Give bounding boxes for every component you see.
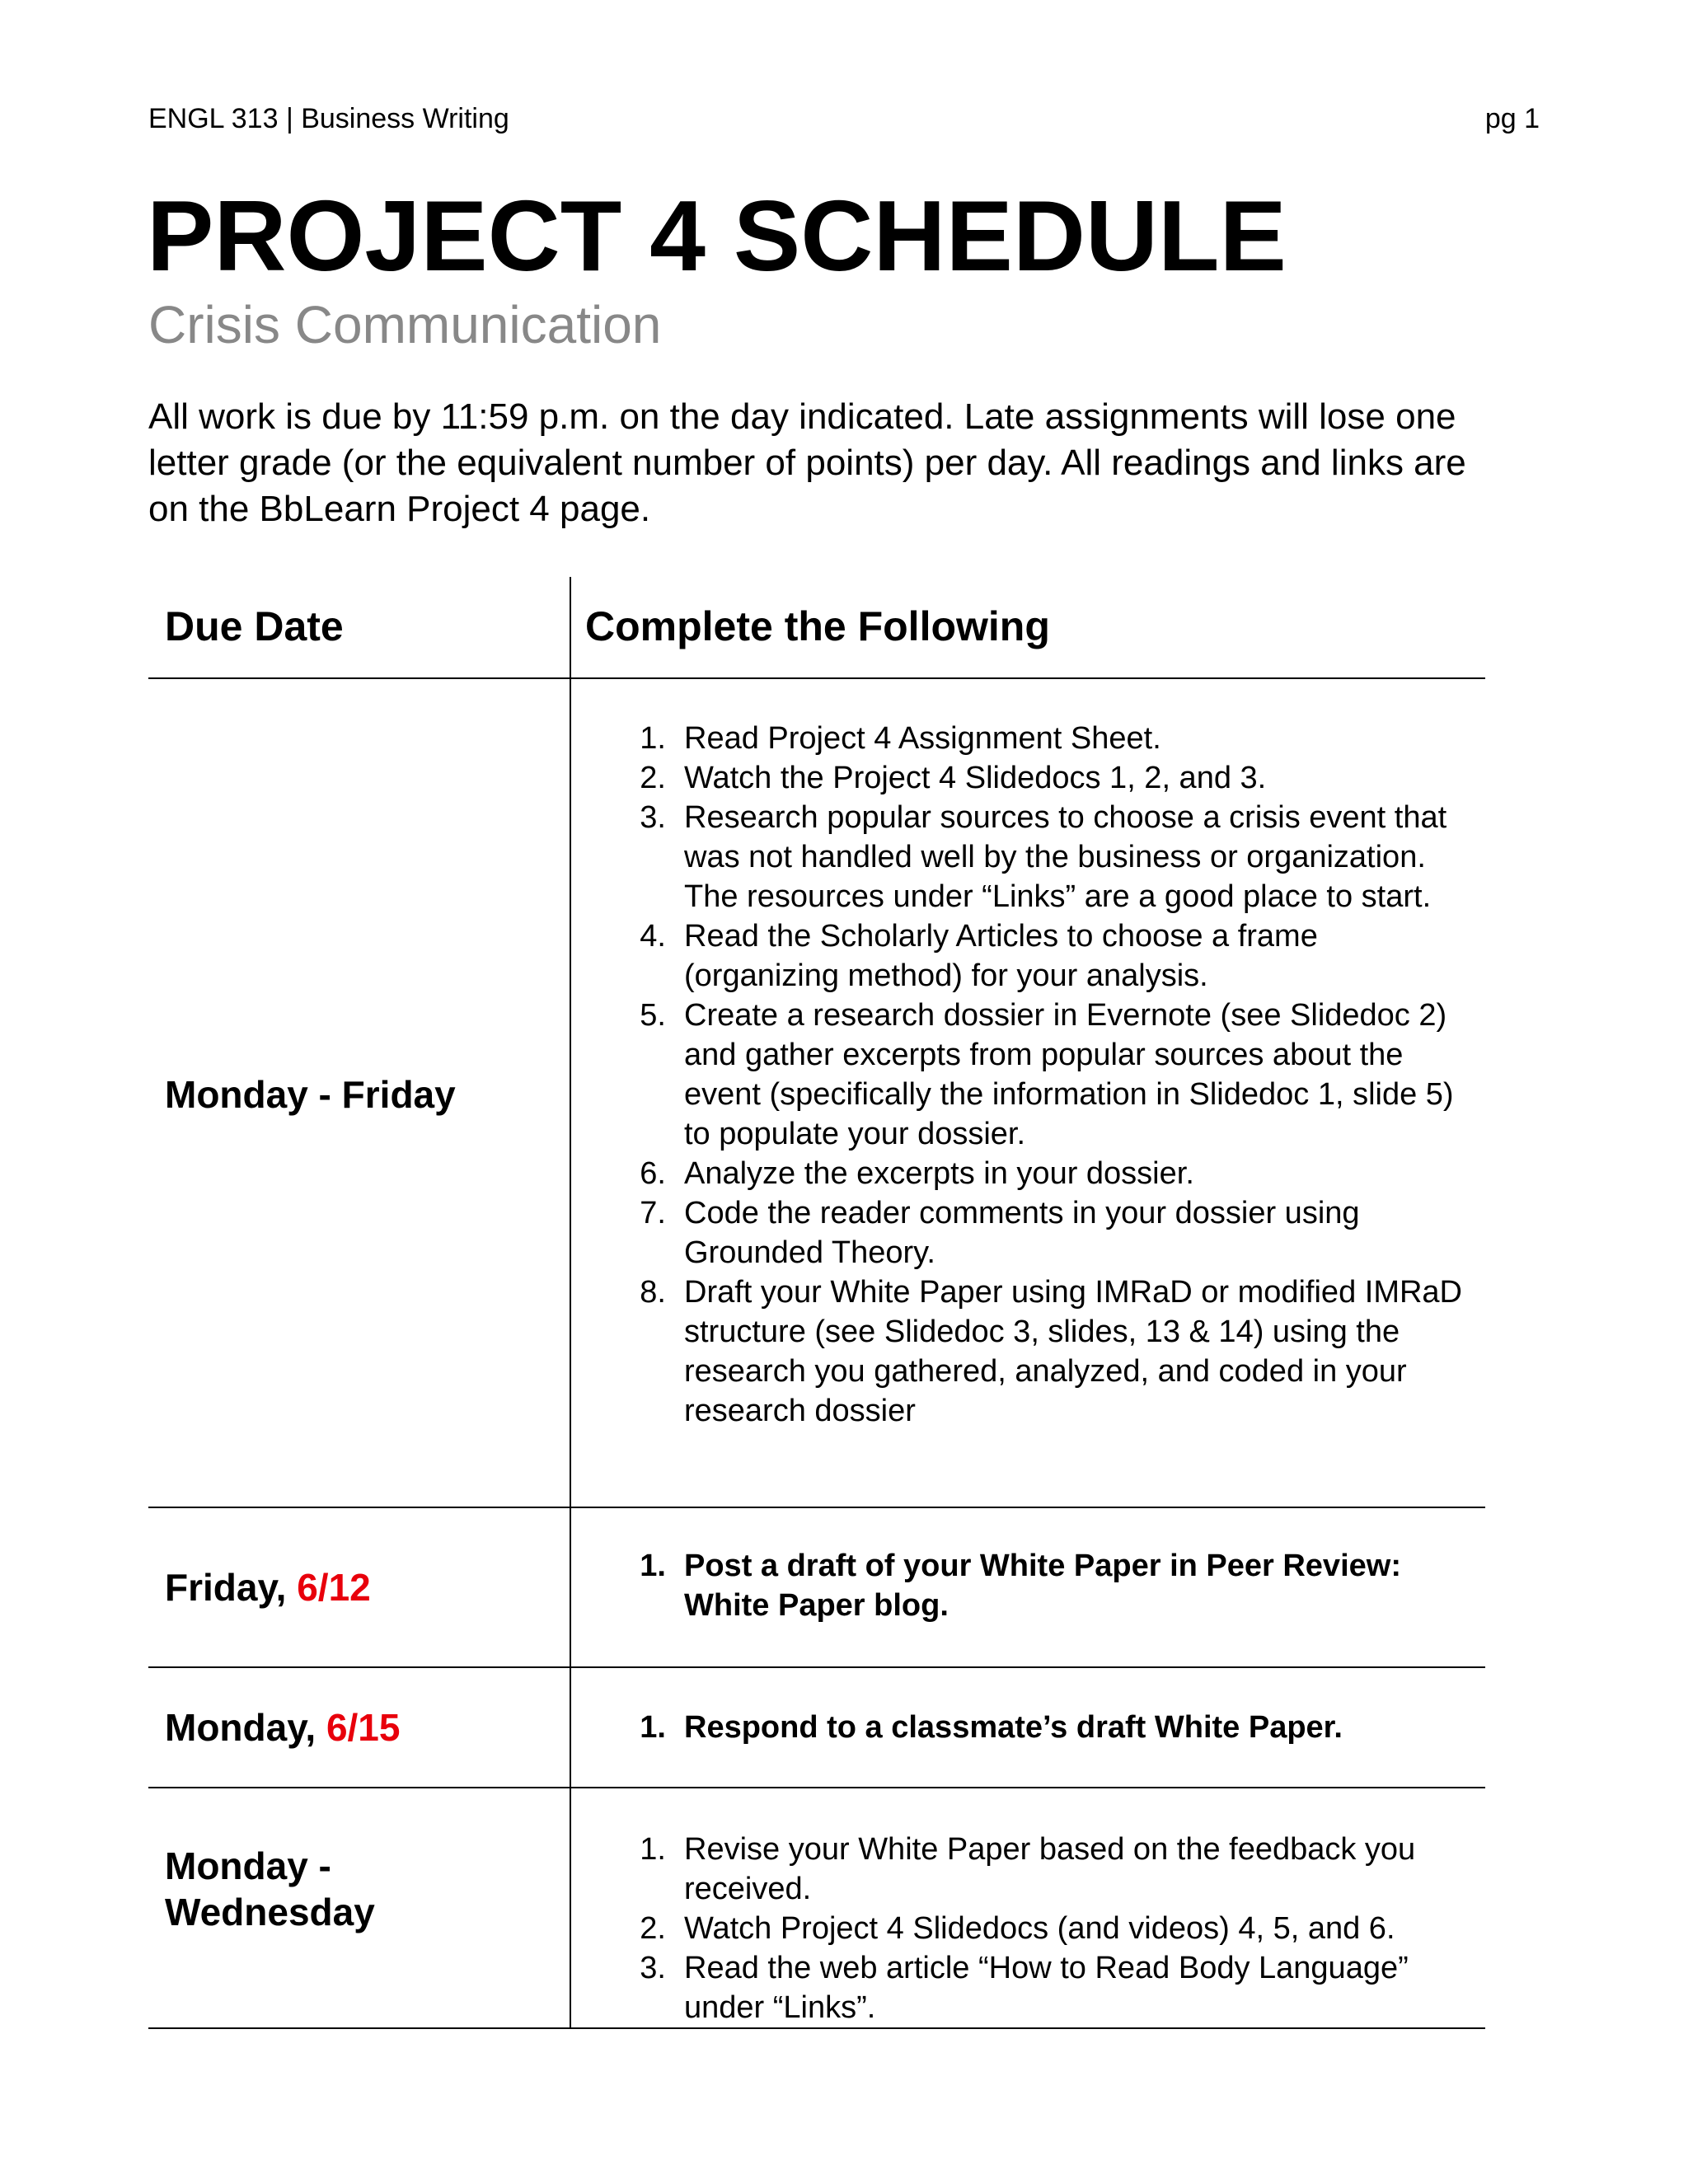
task-list [610, 719, 1467, 1431]
due-date-highlight: 6/12 [297, 1566, 371, 1609]
task-text: Respond to a classmate’s draft White Paper. [684, 1710, 1343, 1745]
due-date-text: Monday - Friday [165, 1073, 456, 1116]
due-date-cell [165, 1071, 552, 1118]
due-date-cell [165, 1843, 379, 1935]
due-date-text: Friday, [165, 1566, 298, 1609]
task-item: 3. Read the web article “How to Read Body Language” under “Links”. [640, 1951, 1409, 2025]
task-item: 5. Create a research dossier in Evernote (see Slidedoc 2) and gather excerpts from popular sources about the event (specifically the information in Slidedoc 1, slide 5) to populate your dossier. [640, 998, 1454, 1151]
task-item: 7. Code the reader comments in your dossier using Grounded Theory. [640, 1196, 1360, 1270]
table-header-row [148, 577, 1485, 679]
table-row [148, 1508, 1485, 1668]
due-date-text: Monday - Wednesday [165, 1844, 375, 1933]
due-date-text: Monday, [165, 1706, 326, 1749]
course-header: ENGL 313 | Business Writing [148, 103, 509, 134]
task-text: Revise your White Paper based on the feedback you received. [684, 1832, 1416, 1906]
table-row [148, 1668, 1485, 1788]
task-text: Watch Project 4 Slidedocs (and videos) 4, 5, and 6. [684, 1911, 1395, 1946]
task-list [610, 1830, 1467, 2027]
task-item: 3. Research popular sources to choose a crisis event that was not handled well by the business or organization. The resources under “Links” are a good place to start. [640, 800, 1447, 914]
task-item: 1. Post a draft of your White Paper in Peer Review: White Paper blog. [640, 1549, 1401, 1623]
task-text: Post a draft of your White Paper in Peer Review: White Paper blog. [684, 1549, 1401, 1623]
header-due-date: Due Date [165, 603, 344, 649]
page-number: pg 1 [1484, 103, 1540, 134]
task-text: Code the reader comments in your dossier using Grounded Theory. [684, 1196, 1360, 1270]
task-list [610, 1546, 1467, 1625]
task-item: 6. Analyze the excerpts in your dossier. [640, 1156, 1194, 1191]
task-text: Watch the Project 4 Slidedocs 1, 2, and 3. [684, 761, 1267, 795]
task-text: Read the Scholarly Articles to choose a frame (organizing method) for your analysis. [684, 919, 1318, 993]
due-date-cell [165, 1704, 552, 1750]
task-item: 1. Read Project 4 Assignment Sheet. [640, 721, 1161, 756]
task-text: Draft your White Paper using IMRaD or modified IMRaD structure (see Slidedoc 3, slides, 13 & 14) using the research you gathered, analyzed, and coded in your research dossier [684, 1275, 1462, 1428]
task-text: Analyze the excerpts in your dossier. [684, 1156, 1194, 1191]
due-date-highlight: 6/15 [326, 1706, 401, 1749]
page-title: PROJECT 4 SCHEDULE [147, 180, 1287, 292]
task-item: 1. Revise your White Paper based on the feedback you received. [640, 1832, 1416, 1906]
task-item: 2. Watch Project 4 Slidedocs (and videos) 4, 5, and 6. [640, 1911, 1395, 1946]
table-row [148, 1788, 1485, 2029]
task-text: Create a research dossier in Evernote (see Slidedoc 2) and gather excerpts from popular sources about the event (specifically the information in Slidedoc 1, slide 5) to populate your dossier. [684, 998, 1454, 1151]
task-text: Read the web article “How to Read Body Language” under “Links”. [684, 1951, 1409, 2025]
task-list [610, 1708, 1467, 1747]
table-row [148, 679, 1485, 1508]
task-item: 8. Draft your White Paper using IMRaD or modified IMRaD structure (see Slidedoc 3, slides, 13 & 14) using the research you gathered, analyzed, and coded in your research dossier [640, 1275, 1462, 1428]
task-item: 2. Watch the Project 4 Slidedocs 1, 2, and 3. [640, 761, 1267, 795]
page-subtitle: Crisis Communication [148, 295, 662, 354]
intro-paragraph: All work is due by 11:59 p.m. on the day indicated. Late assignments will lose one letter grade (or the equivalent number of points) per day. All readings and links are on the BbLearn Project 4 page. [148, 396, 1466, 529]
task-item: 1. Respond to a classmate’s draft White Paper. [640, 1710, 1343, 1745]
task-text: Read Project 4 Assignment Sheet. [684, 721, 1161, 756]
task-text: Research popular sources to choose a crisis event that was not handled well by the business or organization. The resources under “Links” are a good place to start. [684, 800, 1447, 914]
due-date-cell [165, 1564, 552, 1610]
task-item: 4. Read the Scholarly Articles to choose a frame (organizing method) for your analysis. [640, 919, 1318, 993]
header-tasks: Complete the Following [585, 603, 1050, 649]
